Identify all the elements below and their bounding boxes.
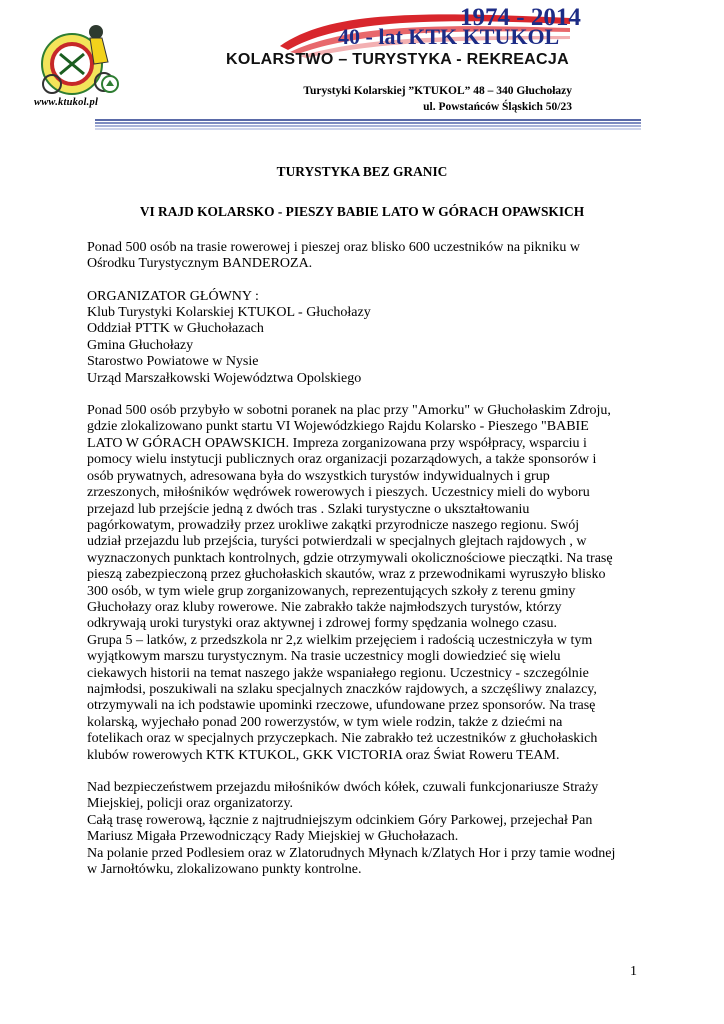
club-logo [30, 14, 120, 99]
address-line-2: ul. Powstańców Śląskich 50/23 [423, 101, 572, 113]
organizer-item: Gmina Głuchołazy [87, 337, 194, 353]
website-url: www.ktukol.pl [34, 97, 99, 108]
organizer-item: Oddział PTTK w Głuchołazach [87, 321, 264, 337]
organizer-item: Klub Turystyki Kolarskiej KTUKOL - Głuchołazy [87, 305, 371, 321]
intro-paragraph: Ponad 500 osób na trasie rowerowej i pieszej oraz blisko 600 uczestników na pikniku w Ośrodku Turystycznym BANDEROZA. [87, 239, 581, 272]
organizers-list [87, 289, 637, 387]
anniversary-title: 40 - lat KTK KTUKOL [338, 24, 560, 49]
club-slogan: KOLARSTWO – TURYSTYKA - REKREACJA [226, 51, 569, 68]
header-divider [95, 119, 641, 131]
anniversary-years: 1974 - 2014 [460, 4, 581, 31]
organizers-heading: ORGANIZATOR GŁÓWNY : [87, 288, 259, 304]
document-body [87, 160, 637, 894]
organizer-item: Starostwo Powiatowe w Nysie [87, 354, 259, 370]
document-title: TURYSTYKA BEZ GRANIC [276, 164, 448, 179]
page-number: 1 [630, 964, 637, 979]
club-address [303, 83, 572, 115]
organizer-item: Urząd Marszałkowski Województwa Opolskiego [87, 370, 362, 386]
main-paragraph: Ponad 500 osób przybyło w sobotni poranek na plac przy "Amorku" w Głuchołaskim Zdroju, gdzie zlokalizowano punkt startu VI Wojewódzkiego Rajdu Kolarsko - Pieszego "BABIE LATO W GÓRACH OPAWSKICH. Impreza zorganizowana przy współpracy, wsparciu i pomocy wielu instytucji publicznych oraz organizacji pozarządowych, a także sponsorów i osób prywatnych, adresowana była do wszystkich turystów indywidualnych i grup zrzeszonych, miłośników wędrówek rowerowych i pieszych. Uczestnicy mieli do wyboru przejazd lub przejście jedną z dwóch tras . Szlaki turystyczne o ukształtowaniu pagórkowatym, prowadziły przez urokliwe zakątki przyrodnicze naszego regionu. Swój udział przejazdu lub przejścia, turyści potwierdzali w specjalnych glejtach rajdowych , w wyznaczonych punktach kontrolnych, gdzie otrzymywali okolicznościowe pieczątki. Na trasę pieszą zabezpieczoną przez głuchołaskich skautów, wraz z przewodnikami wyruszyło blisko 300 osób, w tym wiele grup zorganizowanych, reprezentujących szkoły z terenu gminy Głuchołazy oraz kluby rowerowe. Nie zabrakło także najmłodszych turystów, którzy odkrywają uroki turystyki oraz aktywnej i zdrowej formy spędzania wolnego czasu. Grupa 5 – latków, z przedszkola nr 2,z wielkim przejęciem i radością uczestniczyła w tym wyjątkowym marszu turystycznym. Na trasie uczestnicy mogli dowiedzieć się wielu ciekawych historii na temat naszego jakże wspaniałego regionu. Uczestnicy - szczególnie najmłodsi, poszukiwali na szlaku specjalnych znaczków rajdowych, a szczęśliwy znalazcy, otrzymywali na ich podstawie upominki rzeczowe, ufundowane przez sponsorów. Na trasę kolarską, wyjechało ponad 200 rowerzystów, w tym wiele rodzin, także z dziećmi na fotelikach oraz w specjalnych przyczepkach. Nie zabrakło też uczestników z głuchołaskich klubów rowerowych KTK KTUKOL, GKK VICTORIA oraz Świat Roweru TEAM. [87, 403, 613, 763]
address-line-1: Turystyki Kolarskiej ”KTUKOL” 48 – 340 Głuchołazy [303, 85, 572, 97]
document-subtitle: VI RAJD KOLARSKO - PIESZY BABIE LATO W GÓRACH OPAWSKICH [139, 204, 585, 220]
closing-paragraph: Nad bezpieczeństwem przejazdu miłośników dwóch kółek, czuwali funkcjonariusze Straży Miejskiej, policji oraz organizatorzy. Całą trasę rowerową, łącznie z najtrudniejszym odcinkiem Góry Parkowej, przejechał Pan Mariusz Migała Przewodniczący Rady Miejskiej w Głuchołazach. Na polanie przed Podlesiem oraz w Zlatorudnych Młynach k/Zlatych Hor i przy tamie wodnej w Jarnołtówku, zlokalizowano punkty kontrolne. [87, 780, 616, 878]
